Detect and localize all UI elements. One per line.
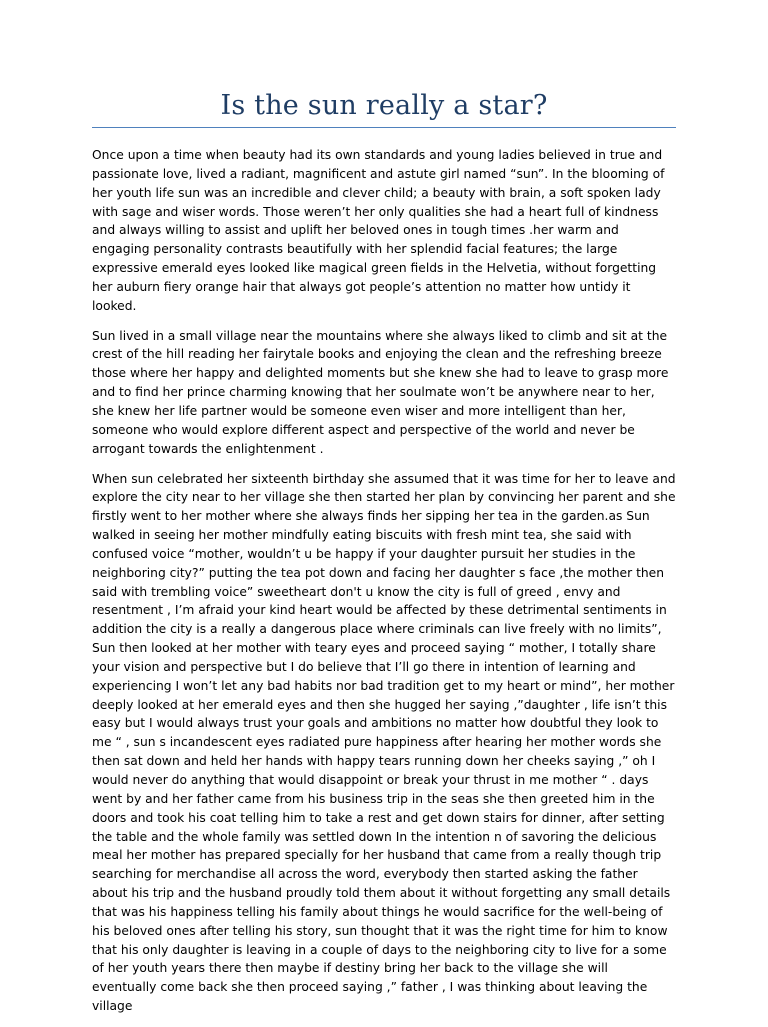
paragraph-1: Once upon a time when beauty had its own standards and young ladies believed in true and passionate love, lived a radiant, magnificent and astute girl named “sun”. In the blooming of her youth life sun was an incredible and clever child; a beauty with brain, a soft spoken lady with sage and wiser words. Those weren’t her only qualities she had a heart full of kindness and always willing to assist and uplift her beloved ones in tough times .her warm and engaging personality contrasts beautifully with her splendid facial features; the large expressive emerald eyes looked like magical green fields in the Helvetia, without forgetting her auburn fiery orange hair that always got people’s attention no matter how untidy it looked. <box>92 148 665 313</box>
document-title: Is the sun really a star? <box>220 90 548 121</box>
paragraph-2: Sun lived in a small village near the mountains where she always liked to climb and sit at the crest of the hill reading her fairytale books and enjoying the clean and the refreshing breeze those where her happy and delighted moments but she knew she had to leave to grasp more and to find her prince charming knowing that her soulmate won’t be anywhere near to her, she knew her life partner would be someone even wiser and more intelligent than her, someone who would explore different aspect and perspective of the world and never be arrogant towards the enlightenment . <box>92 328 669 456</box>
title-underline-divider <box>92 127 676 128</box>
document-body <box>92 146 676 1027</box>
paragraph-3: When sun celebrated her sixteenth birthday she assumed that it was time for her to leave and explore the city near to her village she then started her plan by convincing her parent and she firstly went to her mother where she always finds her sipping her tea in the garden.as Sun walked in seeing her mother mindfully eating biscuits with fresh mint tea, she said with confused voice “mother, wouldn’t u be happy if your daughter pursuit her studies in the neighboring city?” putting the tea pot down and facing her daughter s face ,the mother then said with trembling voice” sweetheart don't u know the city is full of greed , envy and resentment , I’m afraid your kind heart would be affected by these detrimental sentiments in addition the city is a really a dangerous place where criminals can live freely with no limits”, Sun then looked at her mother with teary eyes and proceed saying “ mother, I totally share your vision and perspective but I do believe that I’ll go there in intention of learning and experiencing I won’t let any bad habits nor bad tradition get to my heart or mind”, her mother deeply looked at her emerald eyes and then she hugged her saying ,”daughter , life isn’t this easy but I would always trust your goals and ambitions no matter how doubtful they look to me “ , sun s incandescent eyes radiated pure happiness after hearing her mother words she then sat down and held her hands with happy tears running down her cheeks saying ,” oh I would never do anything that would disappoint or break your thrust in me mother “ . days went by and her father came from his business trip in the seas she then greeted him in the doors and took his coat telling him to take a rest and get down stairs for dinner, after setting the table and the whole family was settled down In the intention n of savoring the delicious meal her mother has prepared specially for her husband that came from a really though trip searching for merchandise all across the word, everybody then started asking the father about his trip and the husband proudly told them about it without forgetting any small details that was his happiness telling his family about things he would sacrifice for the well-being of his beloved ones after telling his story, sun thought that it was the right time for him to know that his only daughter is leaving in a couple of days to the neighboring city to live for a some of her youth years there then maybe if destiny bring her back to the village she will eventually come back she then proceed saying ,” father , I was thinking about leaving the village <box>92 471 676 1014</box>
